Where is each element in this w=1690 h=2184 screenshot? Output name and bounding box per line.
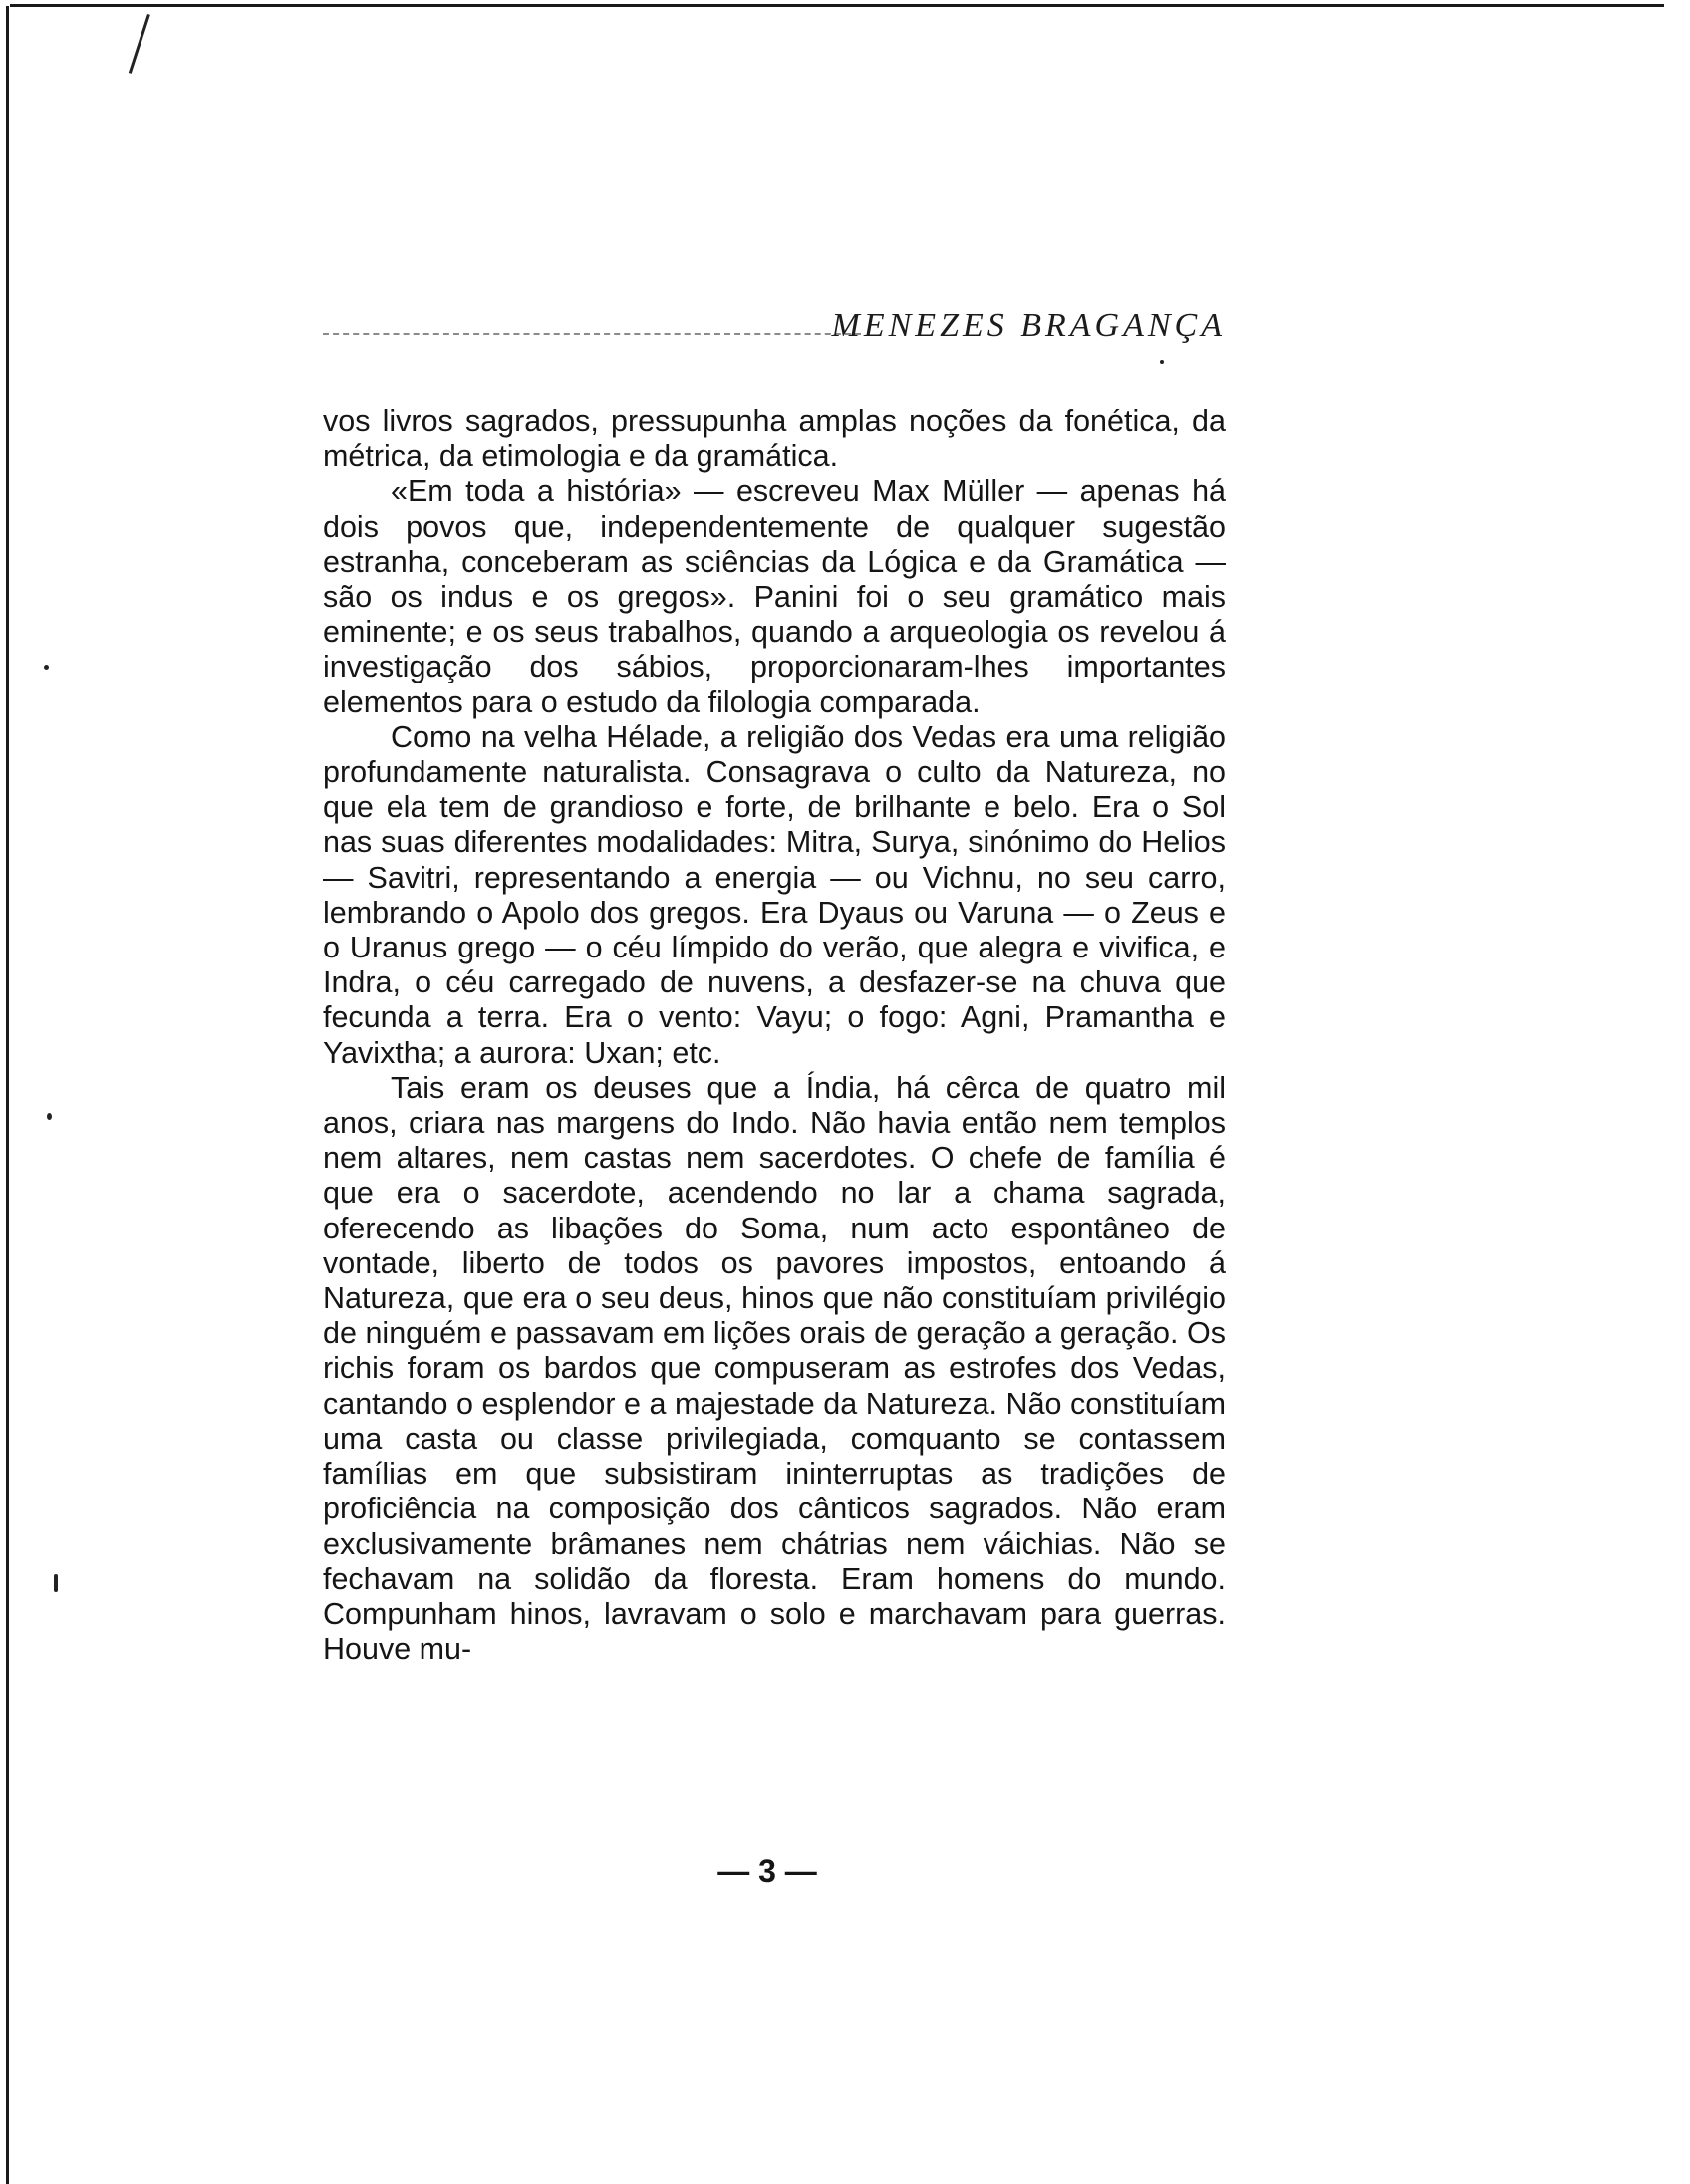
- page-number: — 3 —: [717, 1853, 817, 1889]
- page-frame-top: [10, 4, 1664, 7]
- running-header: [323, 307, 1226, 347]
- paragraph: Tais eram os deuses que a Índia, há cêrca de quatro mil anos, criara nas margens do Indo. Não havia então nem templos nem altares, nem castas nem sacerdotes. O chefe de família é que era o sacerdote, acendendo no lar a chama sagrada, oferecendo as libações do Soma, num acto espontâneo de vontade, liberto de todos os pavores impostos, entoando á Natureza, que era o seu deus, hinos que não constituíam privilégio de ninguém e passavam em lições orais de geração a geração. Os richis foram os bardos que compuseram as estrofes dos Vedas, cantando o esplendor e a majestade da Natureza. Não constituíam uma casta ou classe privilegiada, comquanto se contassem famílias em que subsistiram ininterruptas as tradições de proficiência na composição dos cânticos sagrados. Não eram exclusivamente brâmanes nem chátrias nem váichias. Não se fechavam na solidão da floresta. Eram homens do mundo. Compunham hinos, lavravam o solo e marchavam para guerras. Houve mu-: [323, 1070, 1226, 1667]
- header-author-name: MENEZES BRAGANÇA: [831, 307, 1226, 344]
- paragraph: Como na velha Hélade, a religião dos Vedas era uma religião profundamente naturalista. Consagrava o culto da Natureza, no que ela tem de grandioso e forte, de brilhante e belo. Era o Sol nas suas diferentes modalidades: Mitra, Surya, sinónimo do Helios — Savitri, representando a energia — ou Vichnu, no seu carro, lembrando o Apolo dos gregos. Era Dyaus ou Varuna — o Zeus e o Uranus grego — o céu límpido do verão, que alegra e vivifica, e Indra, o céu carregado de nuvens, a desfazer-se na chuva que fecunda a terra. Era o vento: Vayu; o fogo: Agni, Pramantha e Yavixtha; a aurora: Uxan; etc.: [323, 719, 1226, 1070]
- scan-speck: [54, 1574, 58, 1592]
- paragraph: vos livros sagrados, pressupunha amplas noções da fonética, da métrica, da etimologia e da gramática.: [323, 405, 1226, 474]
- header-dashed-rule: [323, 333, 861, 335]
- scan-speck: [1160, 360, 1164, 364]
- corner-mark: [129, 14, 150, 74]
- paragraph: «Em toda a história» — escreveu Max Müller — apenas há dois povos que, independentemente de qualquer sugestão estranha, conceberam as sciências da Lógica e da Gramática — são os indus e os gregos». Panini foi o seu gramático mais eminente; e os seus trabalhos, quando a arqueologia os revelou á investigação dos sábios, proporcionaram-lhes importantes elementos para o estudo da filologia comparada.: [323, 474, 1226, 719]
- scan-speck: [47, 1113, 52, 1120]
- scan-speck: [44, 665, 49, 670]
- body-text: [323, 405, 1226, 1667]
